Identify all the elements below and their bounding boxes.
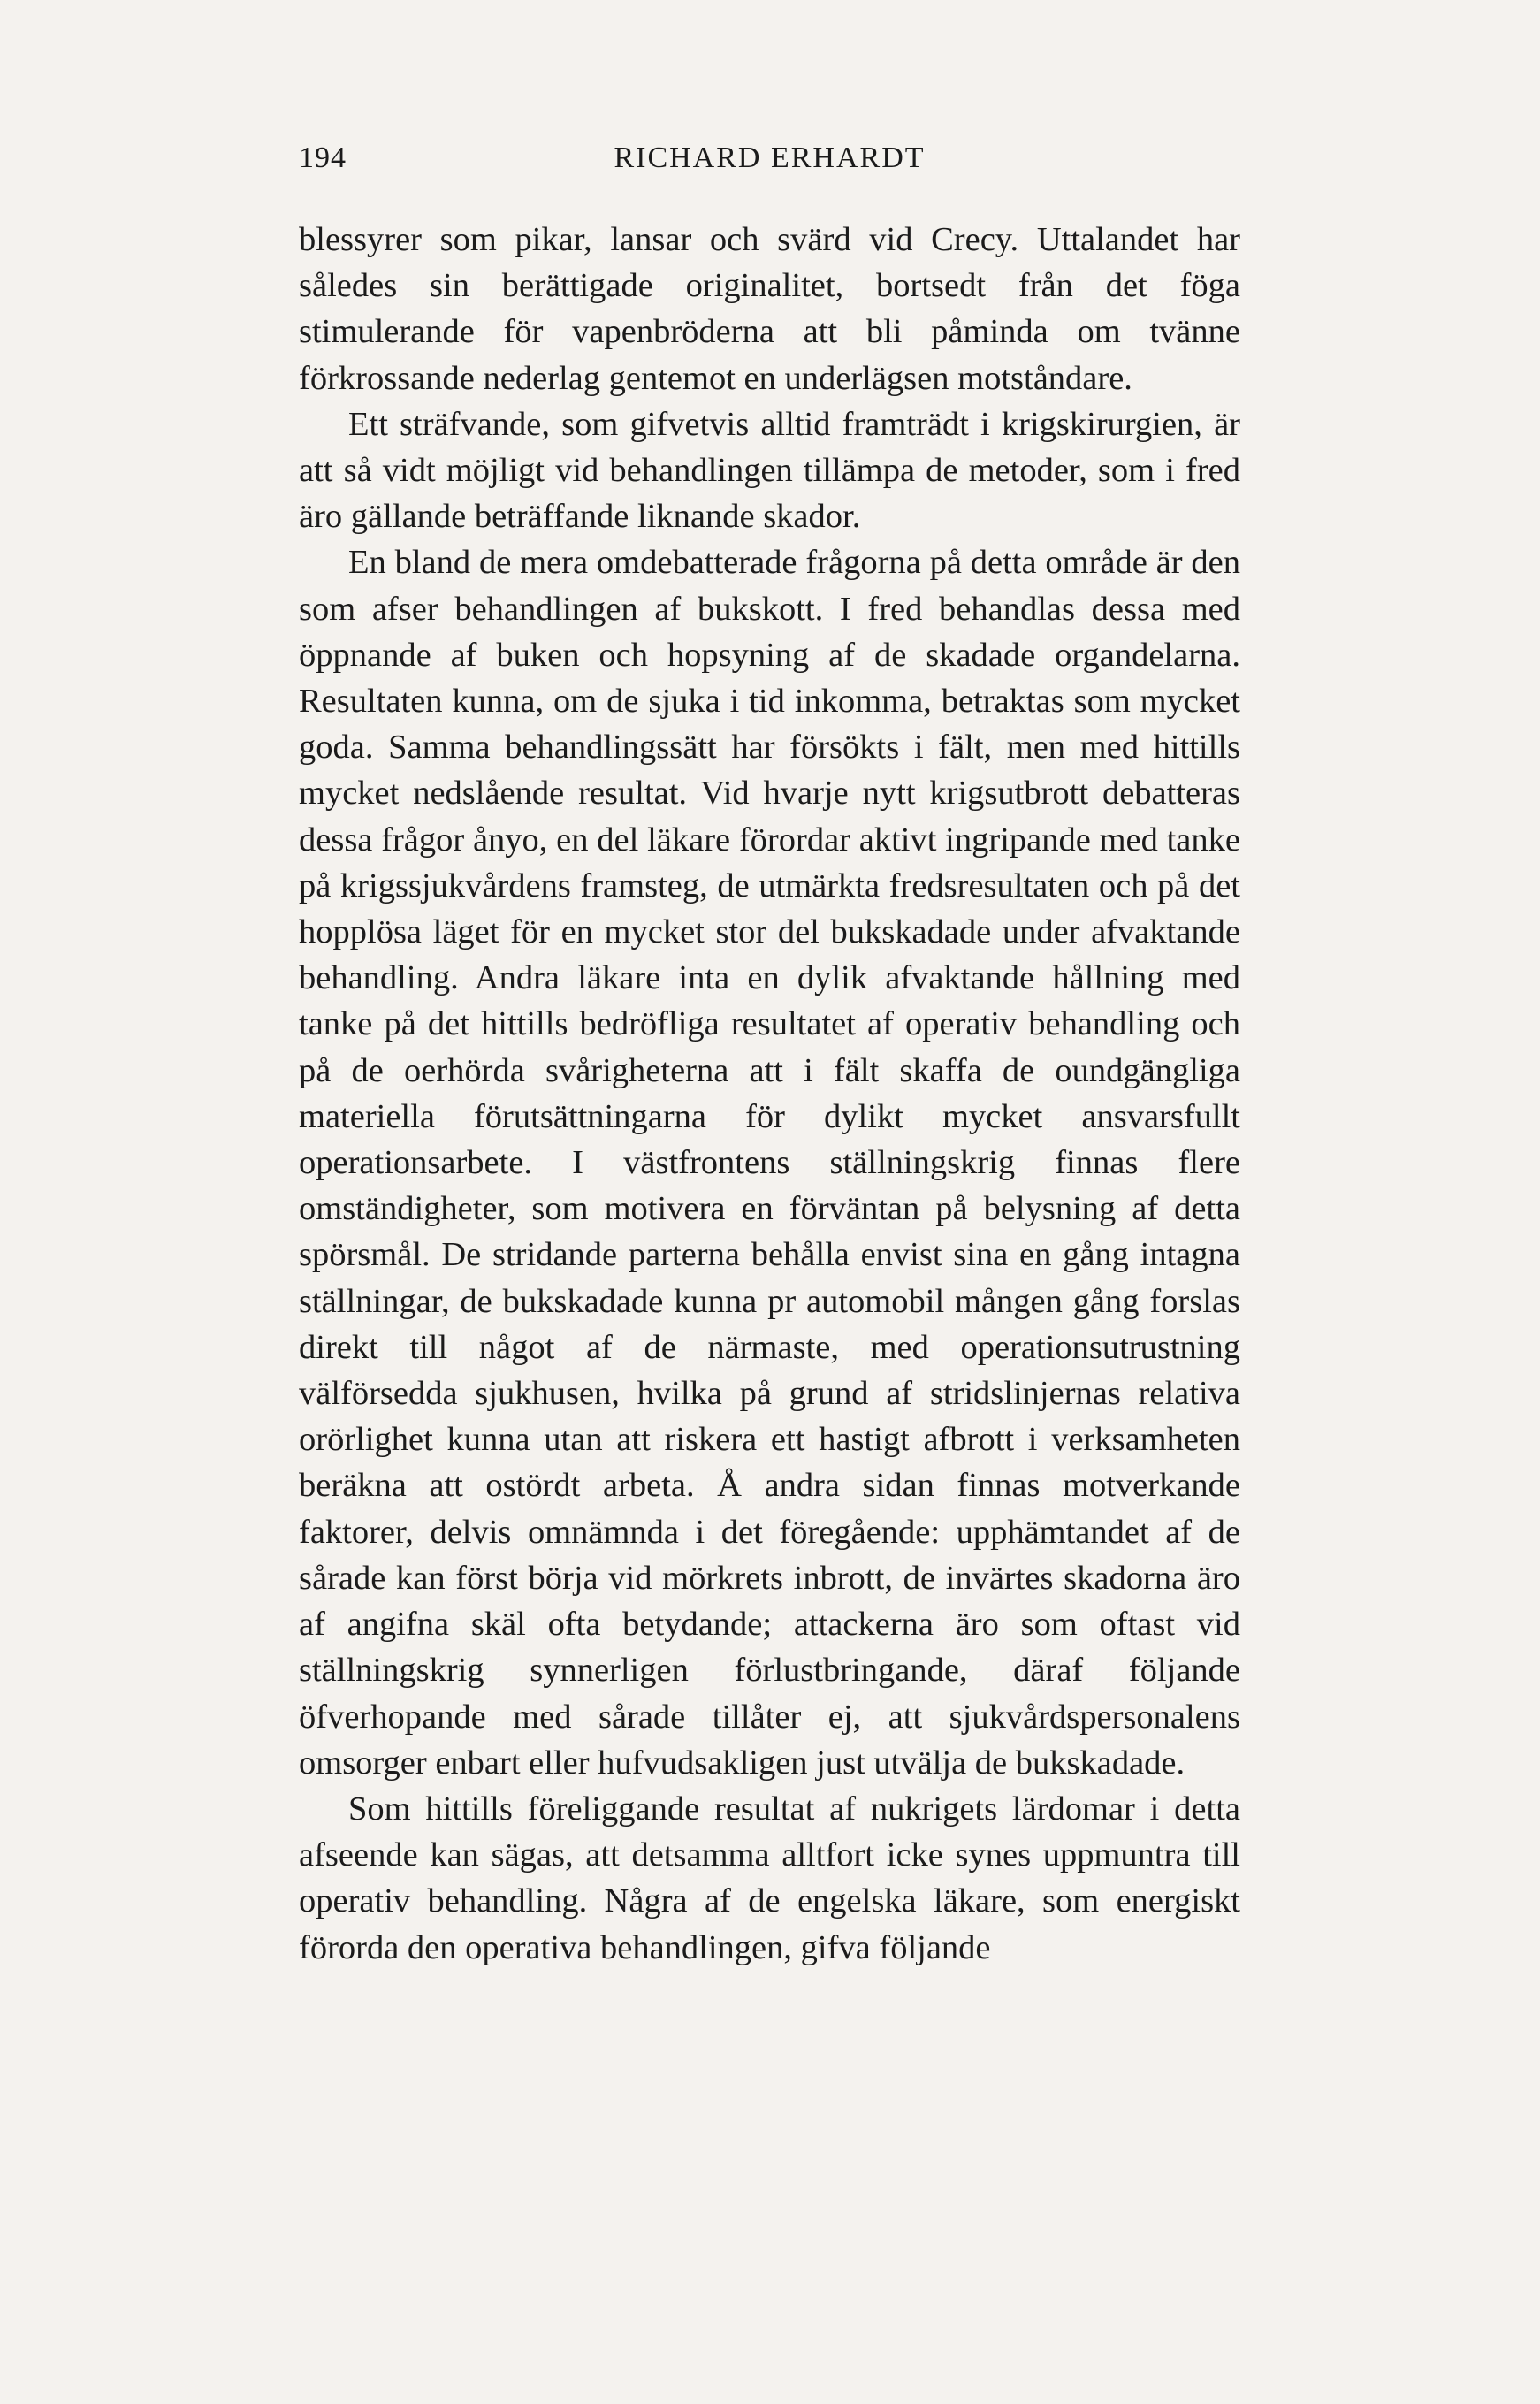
- paragraph: Som hittills föreliggande resultat af nukrigets lärdomar i detta afseende kan sägas, att detsamma alltfort icke synes uppmuntra till operativ behandling. Några af de engelska läkare, som energiskt förorda den operativa behandlingen, gifva följande: [299, 1790, 1240, 1966]
- paragraph-continuation: blessyrer som pikar, lansar och svärd vid Crecy. Uttalandet har således sin berättigade originalitet, bortsedt från det föga stimulerande för vapenbröderna att bli påminda om tvänne förkrossande nederlag gentemot en underlägsen motståndare.: [299, 221, 1240, 397]
- page-header: [299, 141, 1240, 186]
- paragraph: Ett sträfvande, som gifvetvis alltid framträdt i krigskirurgien, är att så vidt möjligt vid behandlingen tillämpa de metoder, som i fred äro gällande beträffande liknande skador.: [299, 405, 1240, 536]
- paragraph: En bland de mera omdebatterade frågorna på detta område är den som afser behandlingen af bukskott. I fred behandlas dessa med öppnande af buken och hopsyning af de skadade organdelarna. Resultaten kunna, om de sjuka i tid inkomma, betraktas som mycket goda. Samma behandlingssätt har försökts i fält, men med hittills mycket nedslående resultat. Vid hvarje nytt krigsutbrott debatteras dessa frågor ånyo, en del läkare förordar aktivt ingripande med tanke på krigssjukvårdens framsteg, de utmärkta fredsresultaten och på det hopplösa läget för en mycket stor del bukskadade under afvaktande behandling. Andra läkare inta en dylik afvaktande hållning med tanke på det hittills bedröfliga resultatet af operativ behandling och på de oerhörda svårigheterna att i fält skaffa de oundgängliga materiella förutsättningarna för dylikt mycket ansvarsfullt operationsarbete. I västfrontens ställningskrig finnas flere omständigheter, som motivera en förväntan på belysning af detta spörsmål. De stridande parterna behålla envist sina en gång intagna ställningar, de bukskadade kunna pr automobil mången gång forslas direkt till något af de närmaste, med operationsutrustning välförsedda sjukhusen, hvilka på grund af stridslinjernas relativa orörlighet kunna utan att riskera ett hastigt afbrott i verksamheten beräkna att ostördt arbeta. Å andra sidan finnas motverkande faktorer, delvis omnämnda i det föregående: upphämtandet af de sårade kan först börja vid mörkrets inbrott, de invärtes skadorna äro af angifna skäl ofta betydande; attackerna äro som oftast vid ställningskrig synnerligen förlustbringande, däraf följande öfverhopande med sårade tillåter ej, att sjukvårdspersonalens omsorger enbart eller hufvudsakligen just utvälja de bukskadade.: [299, 544, 1240, 1782]
- body-text: [299, 217, 1240, 1971]
- page-number: 194: [299, 141, 347, 174]
- running-head: RICHARD ERHARDT: [614, 141, 926, 174]
